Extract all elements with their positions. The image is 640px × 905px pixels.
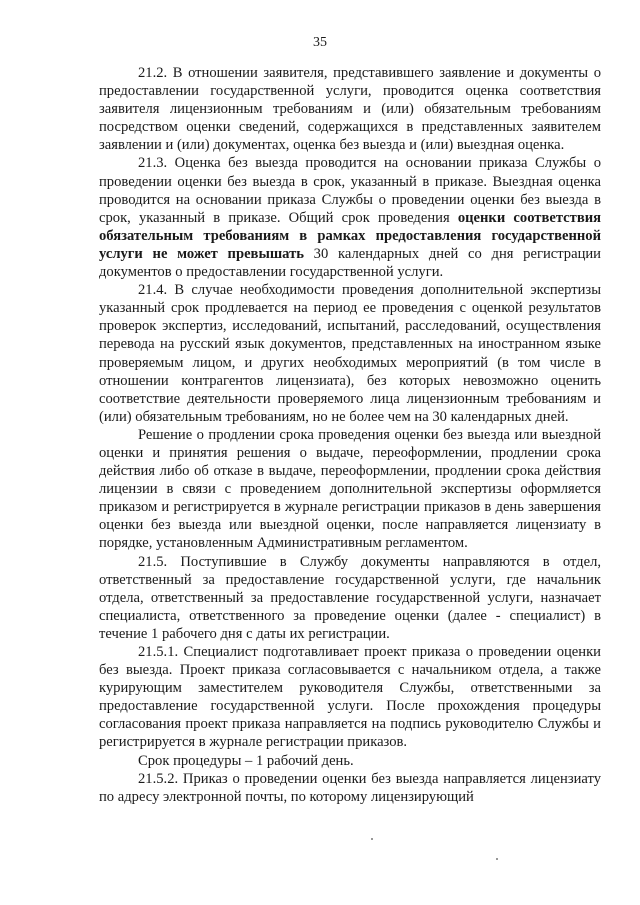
paragraph-21-3 — [99, 154, 601, 281]
paragraph-21-5: 21.5. Поступившие в Службу документы направляются в отдел, ответственный за предоставление государственной услуги, где начальник отдела, ответственный за предоставление государственной услуги, назначает специалиста, ответственного за проведение оценки (далее - специалист) в течение 1 рабочего дня с даты их регистрации. — [99, 553, 601, 642]
paragraph-extension-decision: Решение о продлении срока проведения оценки без выезда или выездной оценки и принятия решения о выдаче, переоформлении, продлении срока действия либо об отказе в выдаче, переоформлении, продлении срока действия лицензии в связи с проведением дополнительной экспертизы оформляется приказом и регистрируется в журнале регистрации приказов в день завершения оценки без выезда или выездной оценки, после направляется лицензиату в порядке, установленным Административным регламентом. — [99, 426, 601, 552]
paragraph-procedure-term: Срок процедуры – 1 рабочий день. — [138, 752, 354, 769]
paragraph-21-3-text-end: 30 календарных дней со дня регистрации документов о предоставлении государственной услуги. — [99, 245, 601, 281]
paragraph-21-2: 21.2. В отношении заявителя, представившего заявление и документы о предоставлении государственной услуги, проводится оценка соответствия заявителя лицензионным требованиям и (или) обязательным требованиям посредством оценки сведений, содержащихся в представленных заявителем заявлении и (или) документах, оценка без выезда и (или) выездная оценка. — [99, 65, 601, 154]
paragraph-21-3-bold-text: оценки соответствия обязательным требованиям в рамках предоставления государственной услуги не может превышать — [99, 209, 601, 262]
scan-speck — [371, 838, 373, 840]
paragraph-21-3-text-start: 21.3. Оценка без выезда проводится на основании приказа Службы о проведении оценки без выезда в срок, указанный в приказе. Выездная оценка проводится на основании приказа Службы о проведении оценки без выезда в срок, указанный в приказе. Общий срок проведения — [99, 155, 601, 226]
scan-speck — [496, 858, 498, 860]
paragraph-21-4: 21.4. В случае необходимости проведения дополнительной экспертизы указанный срок продлевается на период ее проведения с оценкой результатов проверок экспертиз, исследований, испытаний, расследований, осуществления перевода на русский язык документов, представленных на иностранном языке проверяемым лицом, и других необходимых мероприятий (в том числе в отношении контрагентов лицензиата), без которых невозможно оценить соответствие деятельности проверяемого лица лицензионным требованиям и (или) обязательным требованиям, но не более чем на 30 календарных дней. — [99, 282, 601, 425]
paragraph-21-5-2: 21.5.2. Приказ о проведении оценки без выезда направляется лицензиату по адресу электронной почты, по которому лицензирующий — [99, 770, 601, 805]
page-number: 35 — [313, 35, 327, 50]
paragraph-21-5-1: 21.5.1. Специалист подготавливает проект приказа о проведении оценки без выезда. Проект приказа согласовывается с начальником отдела, а также курирующим заместителем руководителя Службы, ответственными за предоставление государственной услуги. После прохождения процедуры согласования проект приказа направляется на подпись руководителю Службы и регистрируется в журнале регистрации приказов. — [99, 644, 601, 751]
document-body — [99, 64, 601, 806]
